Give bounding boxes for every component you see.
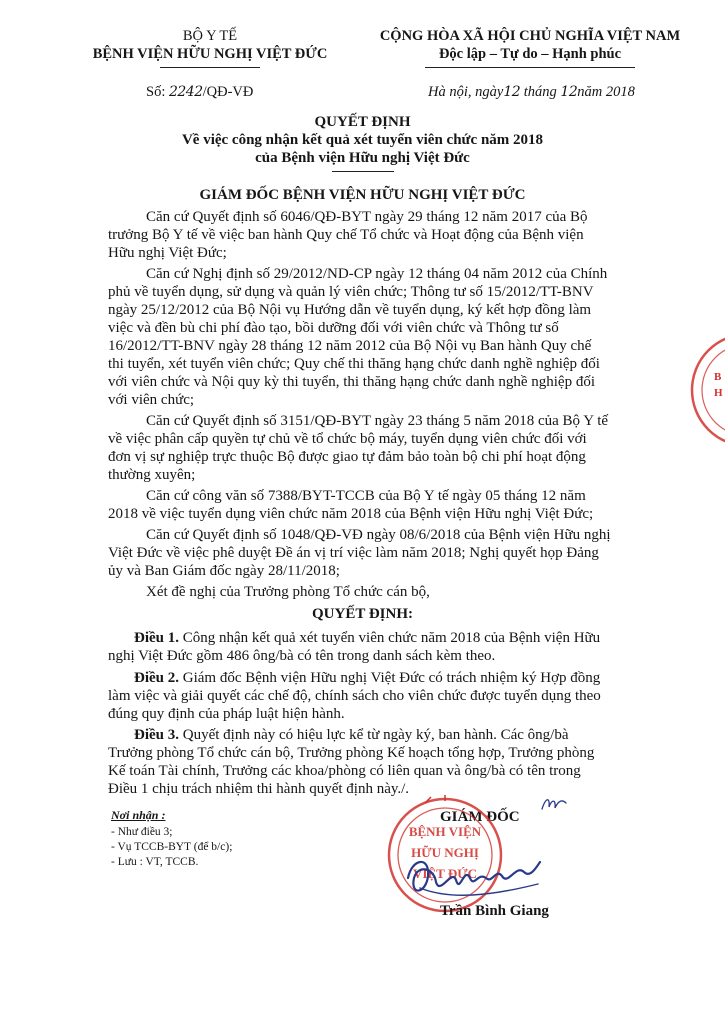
handwritten-signature [400,838,545,910]
authority-heading: GIÁM ĐỐC BỆNH VIỆN HỮU NGHỊ VIỆT ĐỨC [199,187,526,203]
article-3-line: Kế toán Tài chính, Trưởng các khoa/phòng có liên quan và ông/bà có tên trong [108,763,581,779]
national-motto: Độc lập – Tự do – Hạnh phúc [438,46,622,62]
initials-mark [540,793,568,815]
article-3-line: Trưởng phòng Tổ chức cán bộ, Trưởng phòng Kế hoạch tổng hợp, Trưởng phòng [108,745,595,761]
body-line: Căn cứ Nghị định số 29/2012/ND-CP ngày 12 tháng 04 năm 2012 của Chính [146,266,608,282]
article-2-line [134,670,600,687]
document-number [146,84,253,101]
body-line: Căn cứ công văn số 7388/BYT-TCCB của Bộ Y tế ngày 05 tháng 12 năm [146,488,586,504]
body-line: phủ về tuyển dụng, sử dụng và quản lý viên chức; Thông tư số 15/2012/TT-BNV [108,284,594,300]
recipient-item: - Vụ TCCB-BYT (để b/c); [111,841,233,853]
signer-name: Trần Bình Giang [440,903,549,919]
svg-text:HỮU NGHỊ: HỮU NGHỊ [411,845,479,860]
body-line: thi tuyển, xét tuyển viên chức; Quy chế thi thăng hạng chức danh nghề nghiệp đối [108,356,600,372]
decision-subject-1: Về việc công nhận kết quả xét tuyển viên chức năm 2018 [181,132,544,148]
ministry-name: BỘ Y TẾ [182,28,238,44]
article-1-line [134,630,600,647]
doc-no-prefix: Số: [146,84,166,100]
article-2-text: Giám đốc Bệnh viện Hữu nghị Việt Đức có trách nhiệm ký Hợp đồng [182,670,601,686]
body-line: việc và đền bù chi phí đào tạo, bồi dưỡng đối với viên chức và Thông tư số [108,320,559,336]
body-line: về việc phân cấp quyền tự chủ về tổ chức bộ máy, tuyển dụng viên chức đối với [108,431,587,447]
article-1-label: Điều 1. [134,630,179,646]
date-month-handwritten: 12 [560,84,578,100]
svg-text:H: H [714,387,723,399]
date-day-handwritten: 12 [503,84,521,100]
body-line: đơn vị sự nghiệp trực thuộc Bộ được giao tự đảm bảo toàn bộ chi phí hoạt động [108,449,586,465]
article-3-line: Điều 1 chịu trách nhiệm thi hành quyết định này./. [108,781,410,797]
article-2-label: Điều 2. [134,670,179,686]
body-line: Hữu nghị Việt Đức; [108,245,227,261]
date-year: năm 2018 [577,84,635,100]
svg-text:B: B [714,371,722,383]
article-3-text: Quyết định này có hiệu lực kể từ ngày ký, ban hành. Các ông/bà [182,727,569,743]
svg-text:VIỆT ĐỨC: VIỆT ĐỨC [413,866,477,881]
recipients-title: Nơi nhận : [111,808,166,822]
recipient-item: - Như điều 3; [111,826,173,838]
body-line: Việt Đức về việc phê duyệt Đề án vị trí việc làm năm 2018; Nghị quyết họp Đảng [108,545,599,561]
doc-no-suffix: /QĐ-VĐ [202,84,254,100]
body-line: 16/2012/TT-BNV ngày 28 tháng 12 năm 2012 của Bộ Nội vụ Ban hành Quy chế [108,338,592,354]
country-name: CỘNG HÒA XÃ HỘI CHỦ NGHĨA VIỆT NAM [379,28,681,44]
document-date [428,84,635,101]
body-line: Căn cứ Quyết định số 3151/QĐ-BYT ngày 23 tháng 5 năm 2018 của Bộ Y tế [146,413,609,429]
article-2-line: làm việc và giải quyết các chế độ, chính sách cho viên chức được tuyển dụng theo [108,688,601,704]
body-line: Căn cứ Quyết định số 6046/QĐ-BYT ngày 29 tháng 12 năm 2017 của Bộ [146,209,588,225]
article-3-label: Điều 3. [134,727,179,743]
article-3-line [134,727,569,744]
body-line: với viên chức; [108,392,195,408]
svg-text:BỆNH VIỆN: BỆNH VIỆN [408,824,482,839]
body-line: Xét đề nghị của Trưởng phòng Tổ chức cán bộ, [146,584,430,600]
decision-heading: QUYẾT ĐỊNH: [312,606,413,622]
date-month-word: tháng [523,84,557,100]
body-line: trưởng Bộ Y tế về việc ban hành Quy chế Tổ chức và Hoạt động của Bệnh viện [108,227,584,243]
article-2-line: đúng quy định của pháp luật hiện hành. [108,706,345,722]
header-left-rule [160,67,260,68]
body-line: với viên chức và Nội quy kỳ thi tuyển, thi thăng hạng chức danh nghề nghiệp đối [108,374,596,390]
body-line: Căn cứ Quyết định số 1048/QĐ-VĐ ngày 08/6/2018 của Bệnh viện Hữu nghị [146,527,611,543]
recipient-item: - Lưu : VT, TCCB. [111,856,199,868]
body-line: 2018 về việc tuyển dụng viên chức năm 2018 của Bệnh viện Hữu nghị Việt Đức; [108,506,594,522]
body-line: thường xuyên; [108,467,196,483]
body-line: ủy và Ban Giám đốc ngày 28/11/2018; [108,563,340,579]
date-place: Hà nội, ngày [428,84,504,100]
header-right-rule [425,67,635,68]
doc-no-handwritten: 2242 [168,84,203,100]
edge-stamp [688,330,725,450]
hospital-name: BỆNH VIỆN HỮU NGHỊ VIỆT ĐỨC [92,46,328,62]
decision-title: QUYẾT ĐỊNH [314,114,411,130]
decision-subject-2: của Bệnh viện Hữu nghị Việt Đức [255,150,470,166]
body-line: ngày 25/12/2012 của Bộ Nội vụ Hướng dẫn về tuyển dụng, ký kết hợp đồng làm [108,302,592,318]
title-rule [332,171,394,172]
article-1-text: Công nhận kết quả xét tuyển viên chức năm 2018 của Bệnh viện Hữu [182,630,601,646]
signer-title: GIÁM ĐỐC [440,809,520,825]
article-1-line: nghị Việt Đức gồm 486 ông/bà có tên trong danh sách kèm theo. [108,648,496,664]
